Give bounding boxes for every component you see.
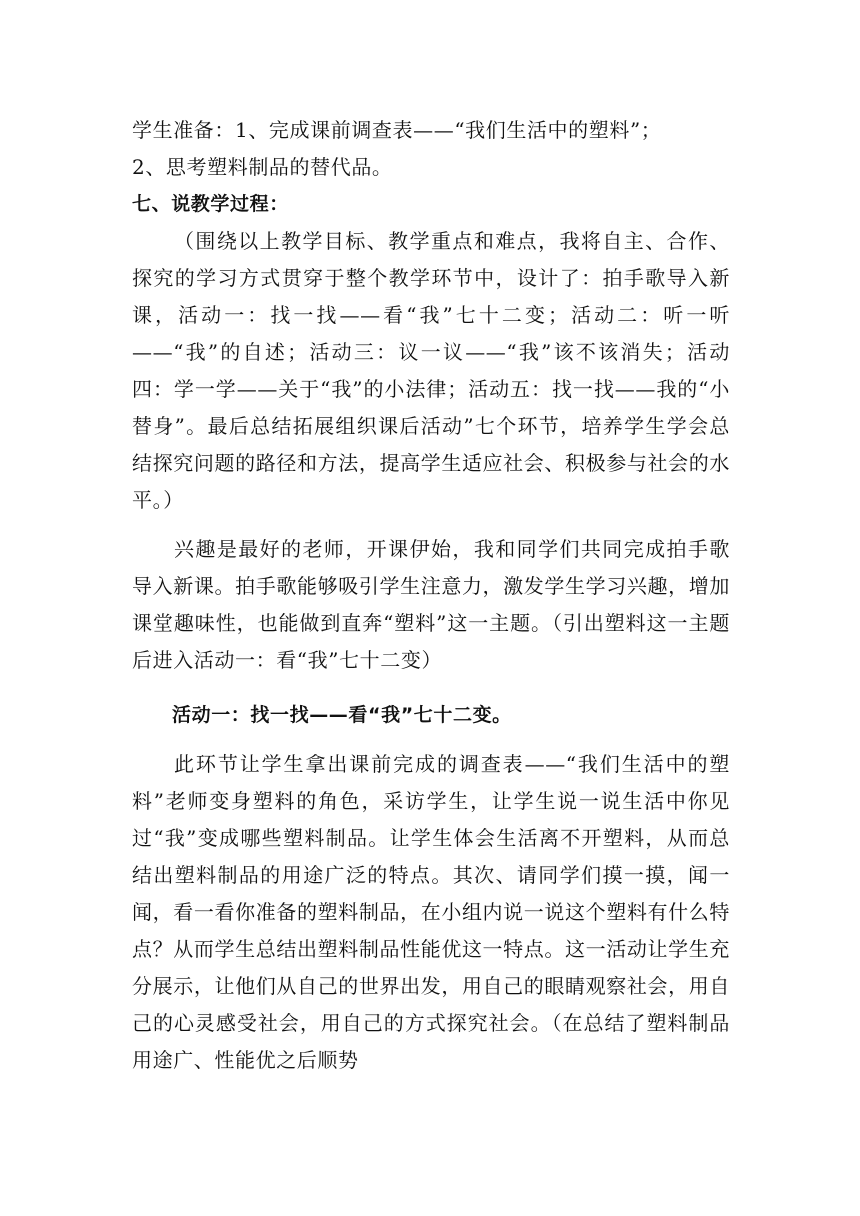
student-prep-line-2: 2、思考塑料制品的替代品。 (132, 155, 393, 179)
section-heading: 七、说教学过程： (132, 193, 289, 215)
activity-one-heading: 活动一：找一找——看“我”七十二变。 (172, 704, 512, 726)
overview-paragraph: （围绕以上教学目标、教学重点和难点，我将自主、合作、探究的学习方式贯穿于整个教学环节中，设计了：拍手歌导入新课，活动一：找一找——看“我”七十二变；活动二：听一听——“我”的自述；活动三：议一议——“我”该不该消失；活动四：学一学——关于“我”的小法律；活动五：找一找——我的“小替身”。最后总结拓展组织课后活动”七个环节，培养学生学会总结探究问题的路径和方法，提高学生适应社会、积极参与社会的水平。） (132, 229, 730, 512)
interest-paragraph: 兴趣是最好的老师，开课伊始，我和同学们共同完成拍手歌导入新课。拍手歌能够吸引学生注意力，激发学生学习兴趣，增加课堂趣味性，也能做到直奔“塑料”这一主题。（引出塑料这一主题后进入活动一：看“我”七十二变） (132, 537, 730, 672)
activity-one-paragraph: 此环节让学生拿出课前完成的调查表——“我们生活中的塑料”老师变身塑料的角色，采访学生，让学生说一说生活中你见过“我”变成哪些塑料制品。让学生体会生活离不开塑料，从而总结出塑料制品的用途广泛的特点。其次、请同学们摸一摸，闻一闻，看一看你准备的塑料制品，在小组内说一说这个塑料有什么特点？从而学生总结出塑料制品性能优这一特点。这一活动让学生充分展示，让他们从自己的世界出发，用自己的眼睛观察社会，用自己的心灵感受社会，用自己的方式探究社会。（在总结了塑料制品用途广、性能优之后顺势 (132, 752, 730, 1072)
student-prep-line-1: 学生准备：1、完成课前调查表——“我们生活中的塑料”； (132, 118, 662, 142)
document-body (132, 112, 730, 1079)
